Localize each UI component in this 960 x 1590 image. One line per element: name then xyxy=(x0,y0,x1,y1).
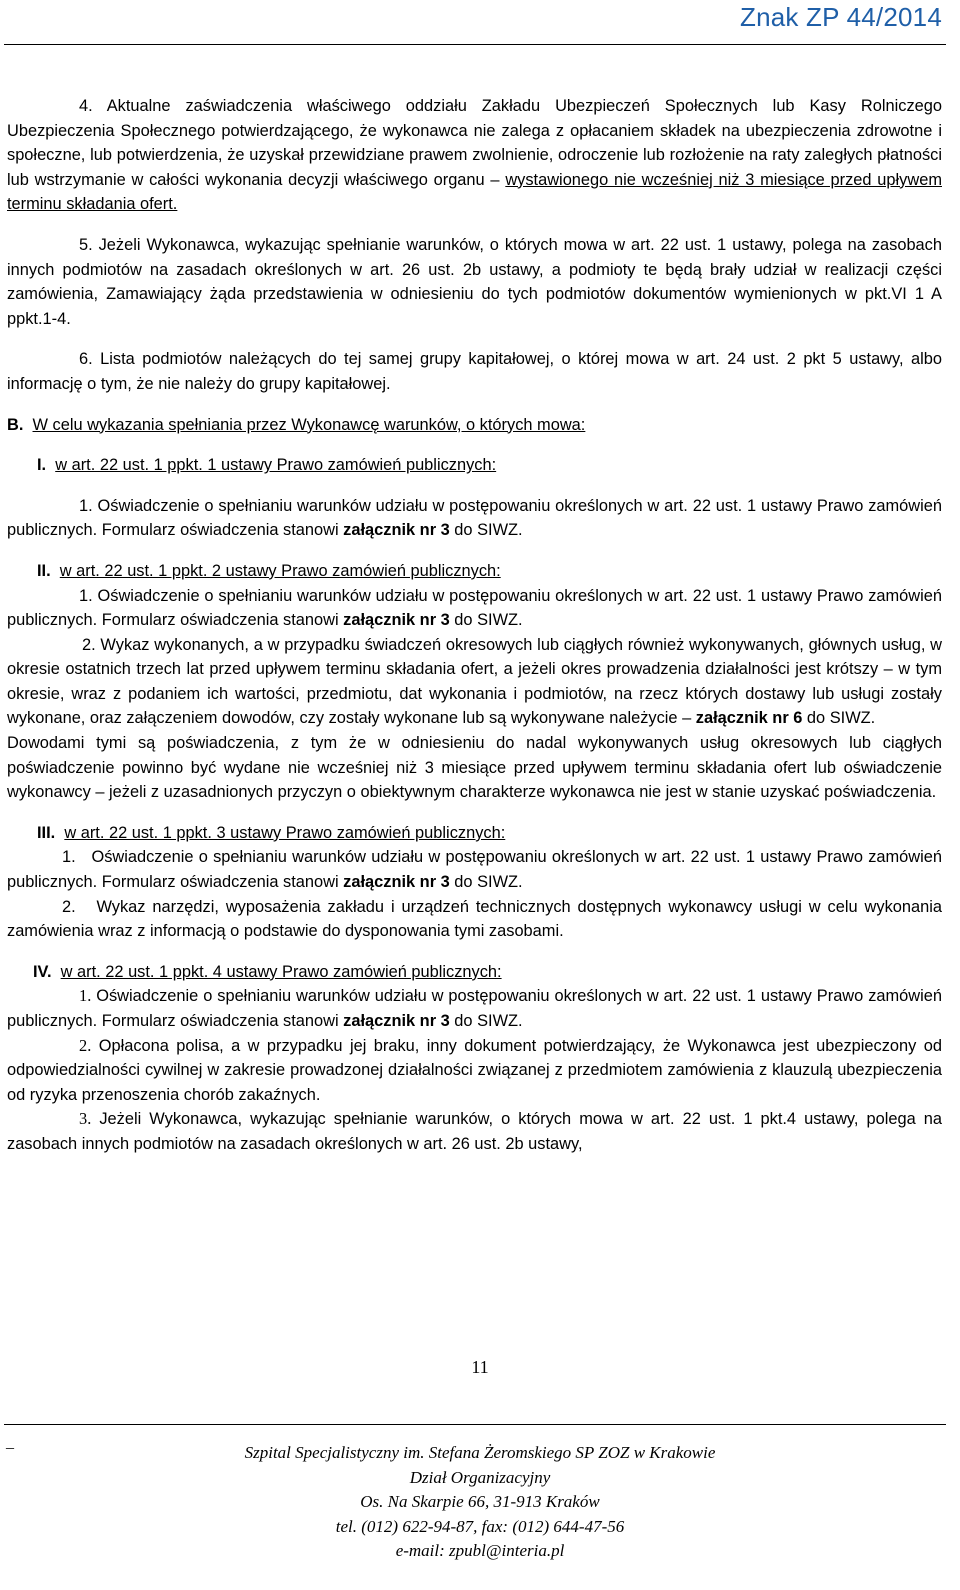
section-iii-text: w art. 22 ust. 1 ppkt. 3 ustawy Prawo zamówień publicznych: xyxy=(64,823,506,842)
section-ii-item-2-attachment: załącznik nr 6 xyxy=(695,709,803,728)
paragraph-6 xyxy=(7,347,942,396)
footer-phone-fax: tel. (012) 622-94-87, fax: (012) 644-47-56 xyxy=(335,1516,625,1536)
section-iii-item-1-text: Oświadczenie o spełnianiu warunków udziału w postępowaniu określonych w art. 22 ust. 1 ustawy Prawo zamówień publicznych. Formularz oświadczenia stanowi xyxy=(7,848,942,892)
section-iv-item-2-text: Opłacona polisa, a w przypadku jej braku, inny dokument potwierdzający, że Wykonawca jest ubezpieczony od odpowiedzialności cywilnej w zakresie prowadzonej działalności związanej z przedmiotem zamówienia z klauzulą ubezpieczenia od ryzyka przenoszenia chorób zakaźnych. xyxy=(7,1036,942,1104)
section-iv-label: IV. xyxy=(33,962,52,981)
footer-divider xyxy=(4,1424,946,1425)
section-iii-item-2-text: Wykaz narzędzi, wyposażenia zakładu i urządzeń technicznych dostępnych wykonawcy usługi w celu wykonania zamówienia wraz z informacją o podstawie do dysponowania tymi zasobami. xyxy=(7,897,942,941)
section-iv-item-2 xyxy=(7,1034,942,1108)
footer-department: Dział Organizacyjny xyxy=(409,1467,551,1487)
section-ii-heading xyxy=(7,559,942,584)
section-iv-item-1-attachment: załącznik nr 3 xyxy=(343,1012,450,1030)
paragraph-5-number: 5. xyxy=(79,235,93,254)
section-ii-item-1-number: 1. xyxy=(79,586,93,605)
section-b-heading xyxy=(7,413,942,438)
section-i-text: w art. 22 ust. 1 ppkt. 1 ustawy Prawo zamówień publicznych: xyxy=(55,456,497,475)
section-iii-item-1 xyxy=(7,845,942,894)
paragraph-5 xyxy=(7,233,942,331)
section-ii-item-1-end: do SIWZ. xyxy=(449,611,523,630)
section-iii-label: III. xyxy=(37,823,56,842)
section-iv-item-1 xyxy=(7,984,942,1033)
section-iii-heading xyxy=(7,821,942,846)
section-ii-item-2 xyxy=(7,633,942,731)
paragraph-6-number: 6. xyxy=(79,350,93,369)
section-ii-text: w art. 22 ust. 1 ppkt. 2 ustawy Prawo zamówień publicznych: xyxy=(59,561,501,580)
section-ii-item-1-text: Oświadczenie o spełnianiu warunków udziału w postępowaniu określonych w art. 22 ust. 1 ustawy Prawo zamówień publicznych. Formularz oświadczenia stanowi xyxy=(7,586,942,630)
section-ii-item-1-attachment: załącznik nr 3 xyxy=(343,611,450,630)
section-iv-item-1-end: do SIWZ. xyxy=(449,1012,523,1030)
document-reference-title: Znak ZP 44/2014 xyxy=(740,2,942,32)
section-iv-text: w art. 22 ust. 1 ppkt. 4 ustawy Prawo zamówień publicznych: xyxy=(60,962,502,981)
section-iii-item-1-end: do SIWZ. xyxy=(449,873,523,892)
section-iv-item-3-number: 3. xyxy=(79,1109,92,1129)
footer-institution: Szpital Specjalistyczny im. Stefana Żeromskiego SP ZOZ w Krakowie xyxy=(244,1443,716,1462)
section-i-item-1-end: do SIWZ. xyxy=(449,521,523,540)
footer-address: Os. Na Skarpie 66, 31-913 Kraków xyxy=(360,1492,600,1511)
document-body xyxy=(7,94,942,1157)
section-iv-item-2-number: 2. xyxy=(79,1035,92,1055)
header-divider xyxy=(4,44,946,45)
footer-email: e-mail: zpubl@interia.pl xyxy=(395,1541,565,1560)
section-ii-label: II. xyxy=(37,561,51,580)
section-iv-heading xyxy=(7,960,942,985)
section-ii-note: Dowodami tymi są poświadczenia, z tym że w odniesieniu do nadal wykonywanych usług okresowych lub ciągłych poświadczenie powinno być wydane nie wcześniej niż 3 miesiące przed upływem terminu składania ofert lub oświadczenie wykonawcy – jeżeli z uzasadnionych przyczyn o obiektywnym charakterze wykonawca nie jest w stanie uzyskać poświadczenia. xyxy=(7,734,942,802)
paragraph-6-text: Lista podmiotów należących do tej samej grupy kapitałowej, o której mowa w art. 24 ust. 2 pkt 5 ustawy, albo informację o tym, że nie należy do grupy kapitałowej. xyxy=(7,350,942,393)
footer-dash: _ xyxy=(6,1434,14,1451)
section-ii-item-2-number: 2. xyxy=(82,635,96,654)
section-iv-item-3-text: Jeżeli Wykonawca, wykazując spełnianie warunków, o których mowa w art. 22 ust. 1 pkt.4 ustawy, polega na zasobach innych podmiotów na zasadach określonych w art. 26 ust. 2b ustawy, xyxy=(7,1110,942,1153)
section-iii-item-2-number: 2. xyxy=(62,897,76,916)
page-number: 11 xyxy=(471,1357,489,1377)
paragraph-4-deadline: wystawionego nie wcześniej niż 3 miesiące przed upływem terminu składania ofert. xyxy=(7,170,942,214)
paragraph-4 xyxy=(7,94,942,217)
section-b-label: B. xyxy=(7,415,24,434)
section-ii-item-2-text: Wykaz wykonanych, a w przypadku świadczeń okresowych lub ciągłych również wykonywanych, głównych usług, w okresie ostatnich trzech lat przed upływem terminu składania ofert, a jeżeli okres prowadzenia działalności jest krótszy – w tym okresie, wraz z podaniem ich wartości, przedmiotu, dat wykonania i podmiotów, na rzecz których dostawy lub usługi zostały wykonane, oraz załączeniem dowodów, czy zostały wykonane lub są wykonywane należycie – xyxy=(7,635,942,728)
section-iii-item-1-number: 1. xyxy=(62,848,76,867)
section-i-item-1 xyxy=(7,494,942,543)
section-iv-item-3 xyxy=(7,1107,942,1156)
section-ii-item-2-end: do SIWZ. xyxy=(802,709,876,728)
section-i-item-1-number: 1. xyxy=(79,496,93,515)
paragraph-4-number: 4. xyxy=(79,97,93,115)
section-i-heading xyxy=(7,453,942,478)
section-i-item-1-text: Oświadczenie o spełnianiu warunków udziału w postępowaniu określonych w art. 22 ust. 1 ustawy Prawo zamówień publicznych. Formularz oświadczenia stanowi xyxy=(7,496,942,540)
section-b-text: W celu wykazania spełniania przez Wykonawcę warunków, o których mowa: xyxy=(32,415,586,434)
section-iii-item-1-attachment: załącznik nr 3 xyxy=(343,873,450,892)
section-i-item-1-attachment: załącznik nr 3 xyxy=(343,521,450,540)
paragraph-4-text: Aktualne zaświadczenia właściwego oddziału Zakładu Ubezpieczeń Społecznych lub Kasy Rolniczego Ubezpieczenia Społecznego potwierdzającego, że wykonawca nie zalega z opłacaniem składek na ubezpieczenia zdrowotne i społeczne, lub potwierdzenia, że uzyskał przewidziane prawem zwolnienie, odroczenie lub rozłożenie na raty zaległych płatności lub wstrzymanie w całości wykonania decyzji właściwego organu – xyxy=(7,97,942,189)
section-iv-item-1-text: Oświadczenie o spełnianiu warunków udziału w postępowaniu określonych w art. 22 ust. 1 ustawy Prawo zamówień publicznych. Formularz oświadczenia stanowi xyxy=(7,987,942,1030)
paragraph-5-text: Jeżeli Wykonawca, wykazując spełnianie warunków, o których mowa w art. 22 ust. 1 ustawy, polega na zasobach innych podmiotów na zasadach określonych w art. 26 ust. 2b ustawy, a podmioty te będą brały udział w realizacji części zamówienia, Zamawiający żąda przedstawienia w odniesieniu do tych podmiotów dokumentów wymienionych w pkt.VI 1 A ppkt.1-4. xyxy=(7,235,942,328)
section-iv-item-1-number: 1. xyxy=(79,986,92,1006)
section-i-label: I. xyxy=(37,456,47,475)
section-iii-item-2 xyxy=(7,895,942,944)
section-ii-item-1 xyxy=(7,584,942,633)
footer xyxy=(0,1441,960,1564)
